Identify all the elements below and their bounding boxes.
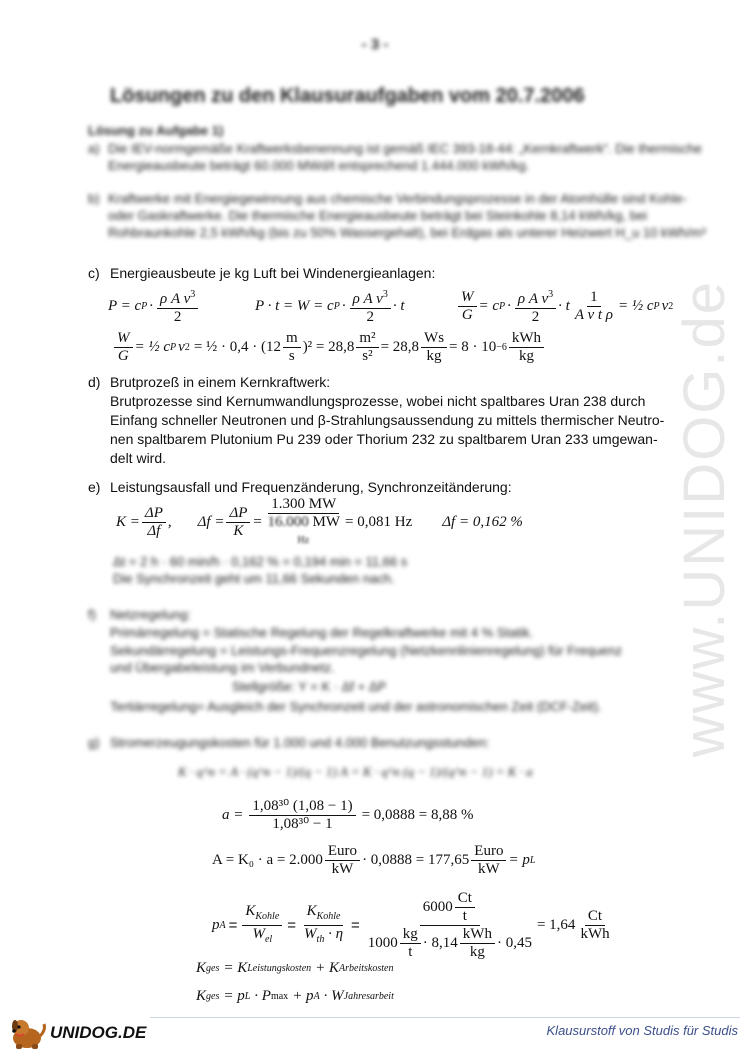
item-f-line: und Übergabeleistung im Verbundnetz.: [110, 660, 335, 675]
formula-g-kges1: K ges = K Leistungskosten + K Arbeitskosten: [196, 960, 394, 976]
item-e-label: e): [88, 479, 101, 495]
watermark: www.UNIDOG.de: [672, 280, 737, 758]
item-e-note: Die Synchronzeit geht um 11,66 Sekunden nach.: [113, 571, 395, 586]
item-d-line: delt wird.: [110, 450, 167, 466]
formula-g-annuity: K · q^n = A · (q^n − 1)/(q − 1) A = K · q^n (q − 1)/(q^n − 1) = K · a: [178, 764, 533, 779]
item-f-heading: Netzregelung:: [110, 607, 191, 622]
footer-logo[interactable]: [6, 1016, 146, 1050]
item-g-label: g): [88, 735, 100, 750]
logo-text: UNIDOG.DE: [50, 1023, 147, 1042]
item-e-calc: Δt = 2 h · 60 min/h · 0,162 % = 0,194 min = 11,66 s: [113, 554, 408, 569]
item-d-line: nen spaltbarem Plutonium Pu 239 oder Thorium 232 zu spaltbarem Uran 233 umgewan-: [110, 431, 658, 447]
page-title: Lösungen zu den Klausuraufgaben vom 20.7.2006: [110, 85, 585, 107]
formula-c-1: P = c P · $\frac{\rho A v^3}{2}$: [108, 286, 200, 326]
page-number: - 3 -: [361, 36, 389, 53]
item-b-label: b): [88, 191, 100, 206]
formula-c-3: $\frac{W}{G}$ = c P · $\frac{\rho A v^3}{2}$ · t $\frac{1}{\text{A v t ρ}}$ = ½ c P v 2: [456, 286, 673, 326]
formula-c-2: P · t = W = c P · $\frac{\rho A v^3}{2}$ · t: [255, 286, 405, 326]
footer-tagline: Klausurstoff von Studis für Studis: [546, 1023, 738, 1038]
solution-heading: Lösung zu Aufgabe 1): [88, 123, 224, 138]
item-d-line: Einfang schneller Neutronen und β-Strahlungsaussendung zu mittels thermischer Neutro-: [110, 412, 665, 428]
item-e-heading: Leistungsausfall und Frequenzänderung, Synchronzeitänderung:: [110, 479, 512, 495]
item-d-line: Brutprozesse sind Kernumwandlungsprozesse, wobei nicht spaltbares Uran 238 durch: [110, 393, 646, 409]
item-f-line: Sekundärregelung = Leistungs-Frequenzregelung (Netzkennlinienregelung) für Frequenz: [110, 643, 623, 658]
formula-c-row2: $\frac{W}{G}$ = ½ c P v 2 = ½ · 0,4 · (12 $\frac{m}{s}$ )² = 28,8 $\frac{\text{m²}}{\text{s²}}$ = 28,8 $\frac{Ws}{kg}$ = 8 · 10 −6 $\frac{\text{kWh}}{kg}$: [112, 330, 546, 365]
dog-mascot-icon: [6, 1016, 48, 1050]
item-a-label: a): [88, 141, 100, 156]
formula-g-kges2: K ges = p L · P max + p A · W Jahresarbeit: [196, 988, 394, 1004]
item-b-text: Kraftwerke mit Energiegewinnung aus chemische Verbindungsprozesse in der Atomhülle sind Kohle-oder Gaskraftwerke. Die thermische Energieausbeute beträgt bei Steinkohle 8,14 kWh/kg, bei Rohbraunkohle 2,5 kWh/kg (bis zu 50% Wassergehalt), bei Erdgas als unterer Heizwert H_u 10 kWh/m³: [108, 191, 706, 240]
item-g-heading: Stromerzeugungskosten für 1.000 und 4.000 Benutzungsstunden:: [110, 735, 490, 750]
item-f-line: Stellgröße: Y = K · Δf + ΔP: [232, 679, 387, 694]
item-f-label: f): [88, 607, 96, 622]
formula-g-A: A = K₀ · a = 2.000 $\frac{\text{Euro}}{kW}$ · 0,0888 = 177,65 $\frac{\text{Euro}}{kW}$ = p L: [212, 843, 536, 877]
item-d-heading: Brutprozeß in einem Kernkraftwerk:: [110, 374, 331, 390]
formula-e: K = $\frac{\Delta P}{\Delta f}$ , Δf = $\frac{\Delta P}{K}$ = 1.300 MW 16.000 MW Hz = 0,081 Hz Δf = 0,162 %: [116, 496, 523, 546]
item-d-label: d): [88, 374, 101, 390]
item-f-line: Tertiärregelung= Ausgleich der Synchronzeit und der astronomischen Zeit (DCF-Zeit).: [110, 699, 602, 714]
item-c-heading: Energieausbeute je kg Luft bei Windenergieanlagen:: [110, 265, 436, 281]
formula-g-a: a = $\frac{\text{1,08³⁰ (1,08 − 1)}}{\text{1,08³⁰ − 1}}$ = 0,0888 = 8,88 %: [222, 798, 474, 832]
footer-divider: [150, 1017, 740, 1018]
formula-g-pA: p A = $\frac{K_{Kohle}}{W_{el}}$ = $\frac{K_{Kohle}}{W_{th} \cdot \eta}$ = 6000 $\frac{Ct}{t}$ 1000 $\frac{kg}{t}$ · 8,14 $\frac{\text{kWh}}{kg}$ · 0,45 = 1,64 $\frac{Ct}{\text{kWh}}$: [212, 890, 610, 960]
item-a-text: Die IEV-normgemäße Kraftwerksbenennung ist gemäß IEC 393-18-44: „Kernkraftwerk“. Die thermische Energieausbeute beträgt 60.000 MWd/t entsprechend 1.444.000 kWh/kg.: [108, 141, 702, 173]
item-f-line: Primärregelung = Statische Regelung der Regelkraftwerke mit 4 % Statik.: [110, 625, 534, 640]
item-c-label: c): [88, 265, 100, 281]
